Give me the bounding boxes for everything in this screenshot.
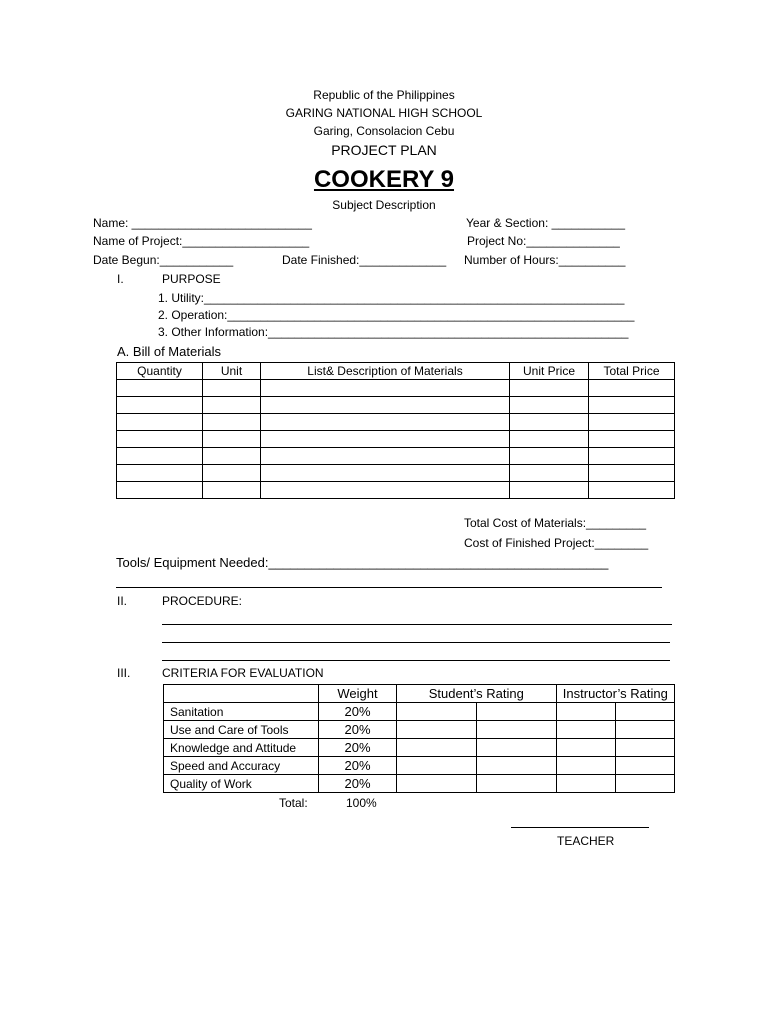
materials-cell[interactable]	[589, 397, 675, 414]
col-unit: Unit	[203, 363, 261, 380]
student-rating-cell[interactable]	[476, 703, 556, 721]
year-section-field[interactable]: Year & Section: ___________	[466, 216, 626, 230]
purpose-operation[interactable]: 2. Operation:_____________________________________________________________	[158, 308, 635, 322]
materials-cell[interactable]	[589, 414, 675, 431]
instructor-rating-cell[interactable]	[556, 721, 615, 739]
instructor-rating-cell[interactable]	[615, 721, 674, 739]
col-instructor-rating: Instructor’s Rating	[556, 685, 674, 703]
evaluation-row	[164, 721, 675, 739]
materials-cell[interactable]	[117, 448, 203, 465]
evaluation-table	[163, 684, 675, 793]
materials-cell[interactable]	[117, 465, 203, 482]
purpose-heading: PURPOSE	[162, 272, 221, 286]
criterion-label: Use and Care of Tools	[164, 721, 319, 739]
criterion-label: Sanitation	[164, 703, 319, 721]
materials-header-row	[117, 363, 675, 380]
evaluation-row	[164, 703, 675, 721]
country-heading: Republic of the Philippines	[313, 88, 455, 102]
materials-cell[interactable]	[203, 414, 261, 431]
col-quantity: Quantity	[117, 363, 203, 380]
school-name: GARING NATIONAL HIGH SCHOOL	[285, 106, 483, 120]
materials-cell[interactable]	[261, 448, 510, 465]
signature-line[interactable]	[511, 827, 649, 828]
materials-cell[interactable]	[203, 431, 261, 448]
total-cost-field[interactable]: Total Cost of Materials:_________	[464, 516, 647, 530]
evaluation-row	[164, 739, 675, 757]
col-unit-price: Unit Price	[510, 363, 589, 380]
date-begun-field[interactable]: Date Begun:___________	[93, 253, 234, 267]
instructor-rating-cell[interactable]	[615, 739, 674, 757]
evaluation-heading: CRITERIA FOR EVALUATION	[162, 666, 324, 680]
student-rating-cell[interactable]	[397, 703, 477, 721]
evaluation-row	[164, 757, 675, 775]
materials-cell[interactable]	[261, 397, 510, 414]
criterion-weight: 20%	[319, 775, 397, 793]
materials-cell[interactable]	[117, 431, 203, 448]
col-weight: Weight	[319, 685, 397, 703]
school-address: Garing, Consolacion Cebu	[313, 124, 455, 138]
materials-cell[interactable]	[117, 397, 203, 414]
materials-row	[117, 380, 675, 397]
student-rating-cell[interactable]	[476, 757, 556, 775]
project-no-field[interactable]: Project No:______________	[467, 234, 620, 248]
student-rating-cell[interactable]	[397, 721, 477, 739]
student-rating-cell[interactable]	[397, 739, 477, 757]
instructor-rating-cell[interactable]	[615, 775, 674, 793]
materials-cell[interactable]	[261, 380, 510, 397]
materials-cell[interactable]	[117, 482, 203, 499]
materials-row	[117, 465, 675, 482]
tools-extra-line[interactable]	[116, 587, 662, 588]
criterion-label: Quality of Work	[164, 775, 319, 793]
date-finished-field[interactable]: Date Finished:_____________	[282, 253, 447, 267]
criterion-weight: 20%	[319, 739, 397, 757]
project-name-field[interactable]: Name of Project:___________________	[93, 234, 310, 248]
student-rating-cell[interactable]	[476, 721, 556, 739]
materials-row	[117, 414, 675, 431]
student-rating-cell[interactable]	[476, 775, 556, 793]
criterion-weight: 20%	[319, 721, 397, 739]
materials-cell[interactable]	[510, 431, 589, 448]
instructor-rating-cell[interactable]	[556, 703, 615, 721]
materials-row	[117, 431, 675, 448]
materials-heading: A. Bill of Materials	[117, 344, 222, 359]
materials-cell[interactable]	[589, 431, 675, 448]
instructor-rating-cell[interactable]	[556, 775, 615, 793]
instructor-rating-cell[interactable]	[615, 703, 674, 721]
materials-cell[interactable]	[589, 448, 675, 465]
instructor-rating-cell[interactable]	[556, 757, 615, 775]
student-rating-cell[interactable]	[397, 775, 477, 793]
materials-cell[interactable]	[203, 448, 261, 465]
purpose-utility[interactable]: 1. Utility:_______________________________________________________________	[158, 291, 625, 305]
materials-cell[interactable]	[510, 380, 589, 397]
materials-cell[interactable]	[203, 482, 261, 499]
name-field[interactable]: Name: ___________________________	[93, 216, 312, 230]
materials-cell[interactable]	[117, 380, 203, 397]
materials-cell[interactable]	[510, 465, 589, 482]
instructor-rating-cell[interactable]	[556, 739, 615, 757]
hours-field[interactable]: Number of Hours:__________	[464, 253, 626, 267]
materials-cell[interactable]	[117, 414, 203, 431]
materials-row	[117, 448, 675, 465]
materials-cell[interactable]	[589, 482, 675, 499]
materials-cell[interactable]	[510, 414, 589, 431]
materials-row	[117, 482, 675, 499]
materials-cell[interactable]	[261, 465, 510, 482]
col-student-rating: Student’s Rating	[397, 685, 557, 703]
criterion-weight: 20%	[319, 757, 397, 775]
student-rating-cell[interactable]	[397, 757, 477, 775]
student-rating-cell[interactable]	[476, 739, 556, 757]
tools-field[interactable]: Tools/ Equipment Needed:_______________________________________________	[116, 555, 609, 570]
subject-description: Subject Description	[332, 198, 436, 212]
materials-cell[interactable]	[261, 414, 510, 431]
materials-cell[interactable]	[510, 397, 589, 414]
materials-cell[interactable]	[261, 431, 510, 448]
total-label: Total:	[279, 796, 308, 810]
criterion-weight: 20%	[319, 703, 397, 721]
materials-cell[interactable]	[510, 482, 589, 499]
purpose-other-info[interactable]: 3. Other Information:______________________________________________________	[158, 325, 629, 339]
evaluation-header-row	[164, 685, 675, 703]
materials-cell[interactable]	[510, 448, 589, 465]
purpose-number: I.	[117, 272, 124, 286]
total-value: 100%	[346, 796, 377, 810]
criterion-label: Knowledge and Attitude	[164, 739, 319, 757]
col-criterion	[164, 685, 319, 703]
evaluation-row	[164, 775, 675, 793]
procedure-heading: PROCEDURE:	[162, 594, 243, 608]
procedure-line[interactable]	[162, 624, 672, 625]
col-total-price: Total Price	[589, 363, 675, 380]
materials-table	[116, 362, 675, 499]
materials-cell[interactable]	[203, 397, 261, 414]
materials-cell[interactable]	[261, 482, 510, 499]
procedure-line[interactable]	[162, 642, 670, 643]
subject-title: COOKERY 9	[313, 166, 455, 193]
teacher-label: TEACHER	[557, 834, 615, 848]
procedure-number: II.	[117, 594, 128, 608]
evaluation-number: III.	[117, 666, 131, 680]
finished-cost-field[interactable]: Cost of Finished Project:________	[464, 536, 649, 550]
instructor-rating-cell[interactable]	[615, 757, 674, 775]
materials-row	[117, 397, 675, 414]
materials-cell[interactable]	[589, 380, 675, 397]
document-type: PROJECT PLAN	[331, 142, 437, 158]
col-description: List& Description of Materials	[261, 363, 510, 380]
procedure-line[interactable]	[162, 660, 670, 661]
materials-cell[interactable]	[203, 380, 261, 397]
materials-cell[interactable]	[203, 465, 261, 482]
criterion-label: Speed and Accuracy	[164, 757, 319, 775]
materials-cell[interactable]	[589, 465, 675, 482]
